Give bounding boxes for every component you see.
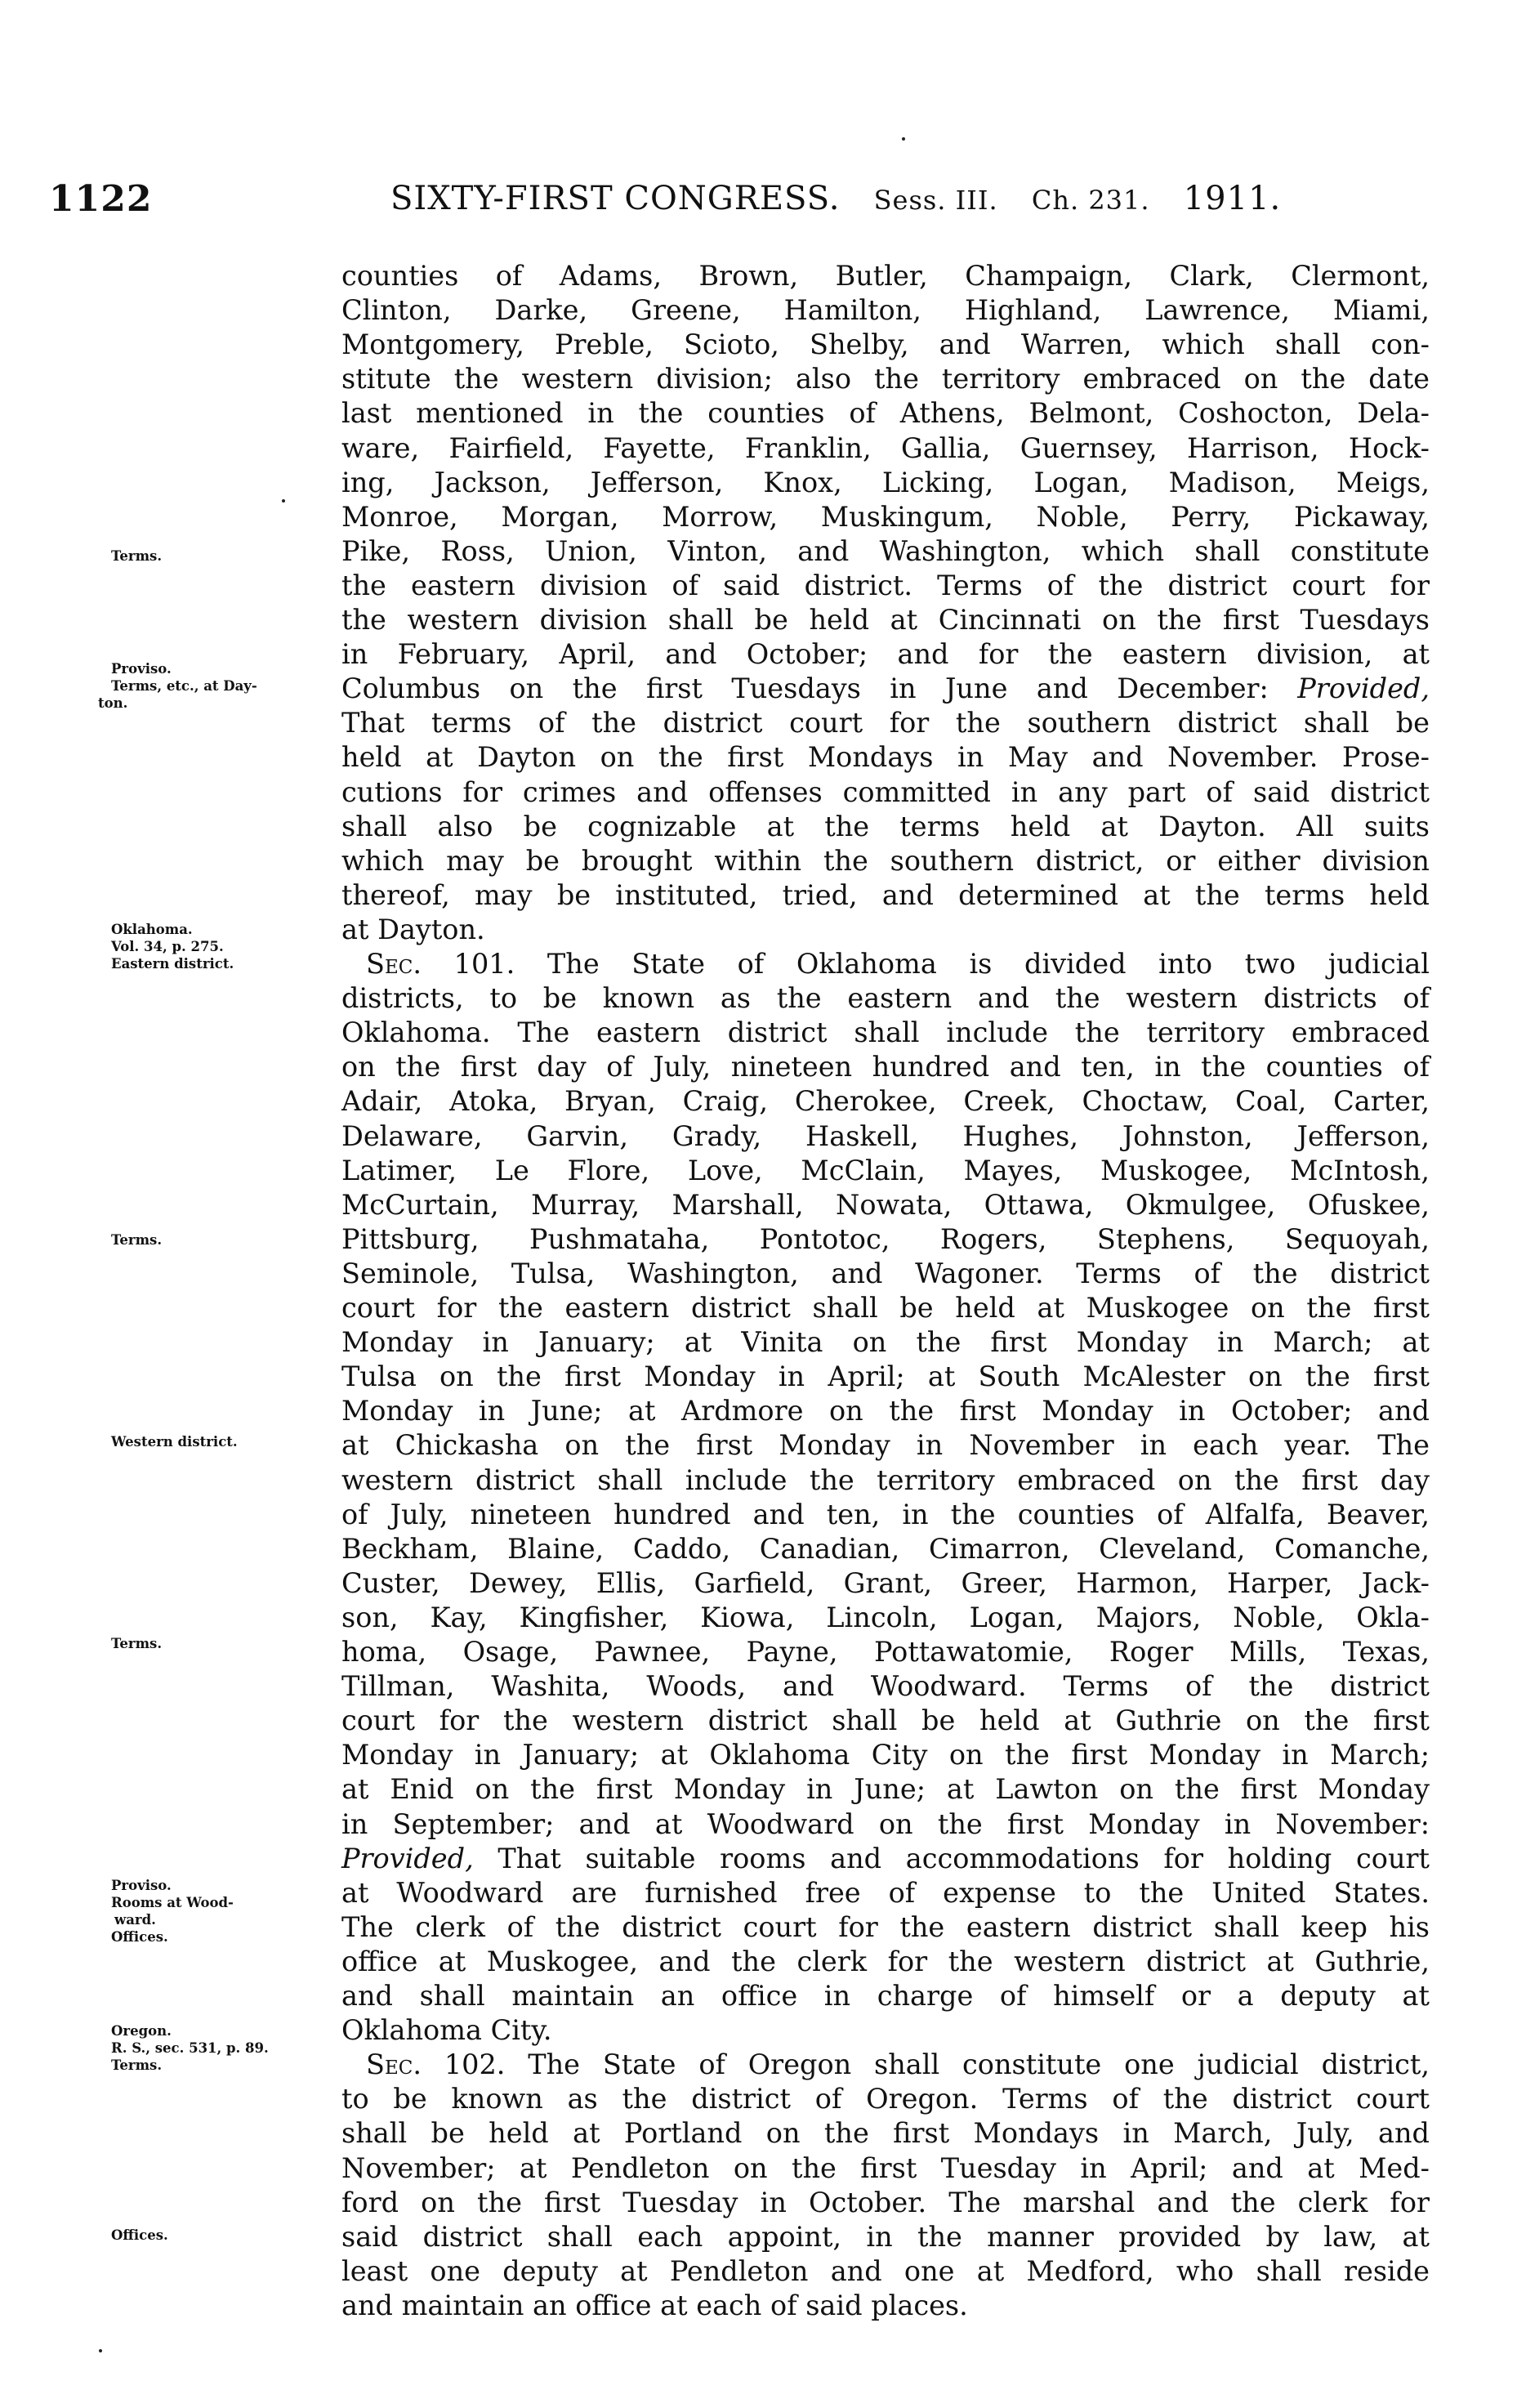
text-line: November; at Pendleton on the first Tuesday in April; and at Med- [341, 2151, 1430, 2184]
text-line: to be known as the district of Oregon. Terms of the district court [341, 2083, 1430, 2115]
text-line: Clinton, Darke, Greene, Hamilton, Highland, Lawrence, Miami, [341, 294, 1430, 327]
text-line: Tillman, Washita, Woods, and Woodward. Terms of the district [341, 1670, 1430, 1703]
text-line: Pittsburg, Pushmataha, Pontotoc, Rogers, Stephens, Sequoyah, [341, 1222, 1430, 1255]
text-line: districts, to be known as the eastern and the western districts of [341, 982, 1430, 1015]
text-line: McCurtain, Murray, Marshall, Nowata, Ottawa, Okmulgee, Ofuskee, [341, 1188, 1430, 1221]
running-head-session: Sess. III. [873, 185, 998, 216]
margin-note: Oklahoma. [111, 922, 193, 937]
margin-note: Terms. [111, 1232, 163, 1248]
margin-note: Terms, etc., at Day- [111, 678, 257, 694]
text-line: Columbus on the first Tuesdays in June and December: Provided, [341, 672, 1430, 705]
text-line: The clerk of the district court for the eastern district shall keep his [341, 1910, 1430, 1943]
print-speck [282, 499, 285, 503]
text-line: Monday in June; at Ardmore on the first Monday in October; and [341, 1395, 1430, 1427]
margin-note: Terms. [111, 548, 163, 564]
margin-note: Offices. [111, 2227, 168, 2243]
text-line: counties of Adams, Brown, Butler, Champaign, Clark, Clermont, [341, 260, 1430, 292]
text-line: on the first day of July, nineteen hundred and ten, in the counties of [341, 1051, 1430, 1083]
text-line: which may be brought within the southern district, or either division [341, 844, 1430, 877]
text-line: office at Muskogee, and the clerk for the western district at Guthrie, [341, 1945, 1430, 1977]
page-number: 1122 [49, 178, 153, 220]
text-line: and maintain an office at each of said places. [341, 2289, 968, 2321]
margin-note: Western district. [111, 1434, 238, 1450]
text-line: the eastern division of said district. Terms of the district court for [341, 569, 1430, 601]
text-line: in September; and at Woodward on the first Monday in November: [341, 1807, 1430, 1840]
text-line: said district shall each appoint, in the manner provided by law, at [341, 2220, 1430, 2253]
text-line: Monday in January; at Oklahoma City on the first Monday in March; [341, 1739, 1430, 1771]
text-line: ware, Fairfield, Fayette, Franklin, Gallia, Guernsey, Harrison, Hock- [341, 431, 1430, 464]
text-line: at Chickasha on the first Monday in November in each year. The [341, 1429, 1430, 1462]
margin-note: Oregon. [111, 2023, 172, 2039]
print-speck [902, 137, 905, 141]
text-line: Beckham, Blaine, Caddo, Canadian, Cimarron, Cleveland, Comanche, [341, 1532, 1430, 1565]
text-line: shall also be cognizable at the terms held at Dayton. All suits [341, 810, 1430, 842]
margin-note: Proviso. [111, 1878, 172, 1893]
margin-note: R. S., sec. 531, p. 89. [111, 2040, 269, 2056]
running-head-chapter: Ch. 231. [1031, 185, 1150, 216]
margin-note: Eastern district. [111, 956, 234, 972]
text-line: of July, nineteen hundred and ten, in the counties of Alfalfa, Beaver, [341, 1498, 1430, 1530]
text-line: homa, Osage, Pawnee, Payne, Pottawatomie, Roger Mills, Texas, [341, 1636, 1430, 1668]
text-line: That terms of the district court for the southern district shall be [341, 707, 1430, 739]
text-line: ing, Jackson, Jefferson, Knox, Licking, Logan, Madison, Meigs, [341, 466, 1430, 498]
margin-note: Vol. 34, p. 275. [111, 939, 224, 954]
margin-note: Proviso. [111, 661, 172, 677]
margin-note: Terms. [111, 2057, 163, 2073]
text-line: Tulsa on the first Monday in April; at South McAlester on the first [341, 1360, 1430, 1393]
text-line: last mentioned in the counties of Athens, Belmont, Coshocton, Dela- [341, 397, 1430, 430]
text-line: Oklahoma City. [341, 2014, 552, 2047]
text-line: court for the eastern district shall be held at Muskogee on the first [341, 1292, 1430, 1324]
print-speck [99, 2349, 102, 2352]
margin-note: ward. [114, 1912, 156, 1928]
text-line: Adair, Atoka, Bryan, Craig, Cherokee, Creek, Choctaw, Coal, Carter, [341, 1085, 1430, 1118]
text-line: least one deputy at Pendleton and one at Medford, who shall reside [341, 2254, 1430, 2287]
text-line: Monday in January; at Vinita on the first Monday in March; at [341, 1326, 1430, 1359]
text-line: cutions for crimes and offenses committed in any part of said district [341, 775, 1430, 808]
running-head-title: SIXTY-FIRST CONGRESS. [390, 180, 841, 217]
text-line: western district shall include the territory embraced on the first day [341, 1463, 1430, 1496]
text-line: Pike, Ross, Union, Vinton, and Washington, which shall constitute [341, 534, 1430, 567]
text-line: at Woodward are furnished free of expense to the United States. [341, 1876, 1430, 1909]
text-line: in February, April, and October; and for the eastern division, at [341, 638, 1430, 671]
text-line: at Dayton. [341, 913, 485, 945]
text-line: Oklahoma. The eastern district shall include the territory embraced [341, 1016, 1430, 1049]
text-line: held at Dayton on the first Mondays in May and November. Prose- [341, 741, 1430, 774]
running-head-year: 1911. [1183, 180, 1282, 217]
text-line: Latimer, Le Flore, Love, McClain, Mayes, Muskogee, McIntosh, [341, 1154, 1430, 1186]
text-line: the western division shall be held at Cincinnati on the first Tuesdays [341, 604, 1430, 636]
text-line: Provided, That suitable rooms and accommodations for holding court [341, 1842, 1430, 1874]
text-line: at Enid on the first Monday in June; at Lawton on the first Monday [341, 1773, 1430, 1806]
text-line: Monroe, Morgan, Morrow, Muskingum, Noble, Perry, Pickaway, [341, 500, 1430, 533]
text-line: thereof, may be instituted, tried, and determined at the terms held [341, 878, 1430, 911]
text-line: Seminole, Tulsa, Washington, and Wagoner. Terms of the district [341, 1257, 1430, 1289]
margin-note: ton. [98, 695, 128, 711]
text-line: Sec. 101. The State of Oklahoma is divided into two judicial [366, 948, 1430, 980]
running-head [390, 180, 1281, 217]
text-line: shall be held at Portland on the first Mondays in March, July, and [341, 2117, 1430, 2150]
text-line: son, Kay, Kingfisher, Kiowa, Lincoln, Logan, Majors, Noble, Okla- [341, 1601, 1430, 1633]
text-line: Sec. 102. The State of Oregon shall constitute one judicial district, [366, 2048, 1430, 2081]
text-line: ford on the first Tuesday in October. The marshal and the clerk for [341, 2186, 1430, 2218]
text-line: Montgomery, Preble, Scioto, Shelby, and Warren, which shall con- [341, 328, 1430, 361]
margin-note: Rooms at Wood- [111, 1895, 234, 1910]
margin-note: Offices. [111, 1929, 168, 1945]
text-line: stitute the western division; also the territory embraced on the date [341, 363, 1430, 395]
text-line: and shall maintain an office in charge of himself or a deputy at [341, 1980, 1430, 2012]
text-line: court for the western district shall be held at Guthrie on the first [341, 1704, 1430, 1737]
text-line: Delaware, Garvin, Grady, Haskell, Hughes, Johnston, Jefferson, [341, 1119, 1430, 1152]
text-line: Custer, Dewey, Ellis, Garfield, Grant, Greer, Harmon, Harper, Jack- [341, 1566, 1430, 1599]
margin-note: Terms. [111, 1636, 163, 1651]
